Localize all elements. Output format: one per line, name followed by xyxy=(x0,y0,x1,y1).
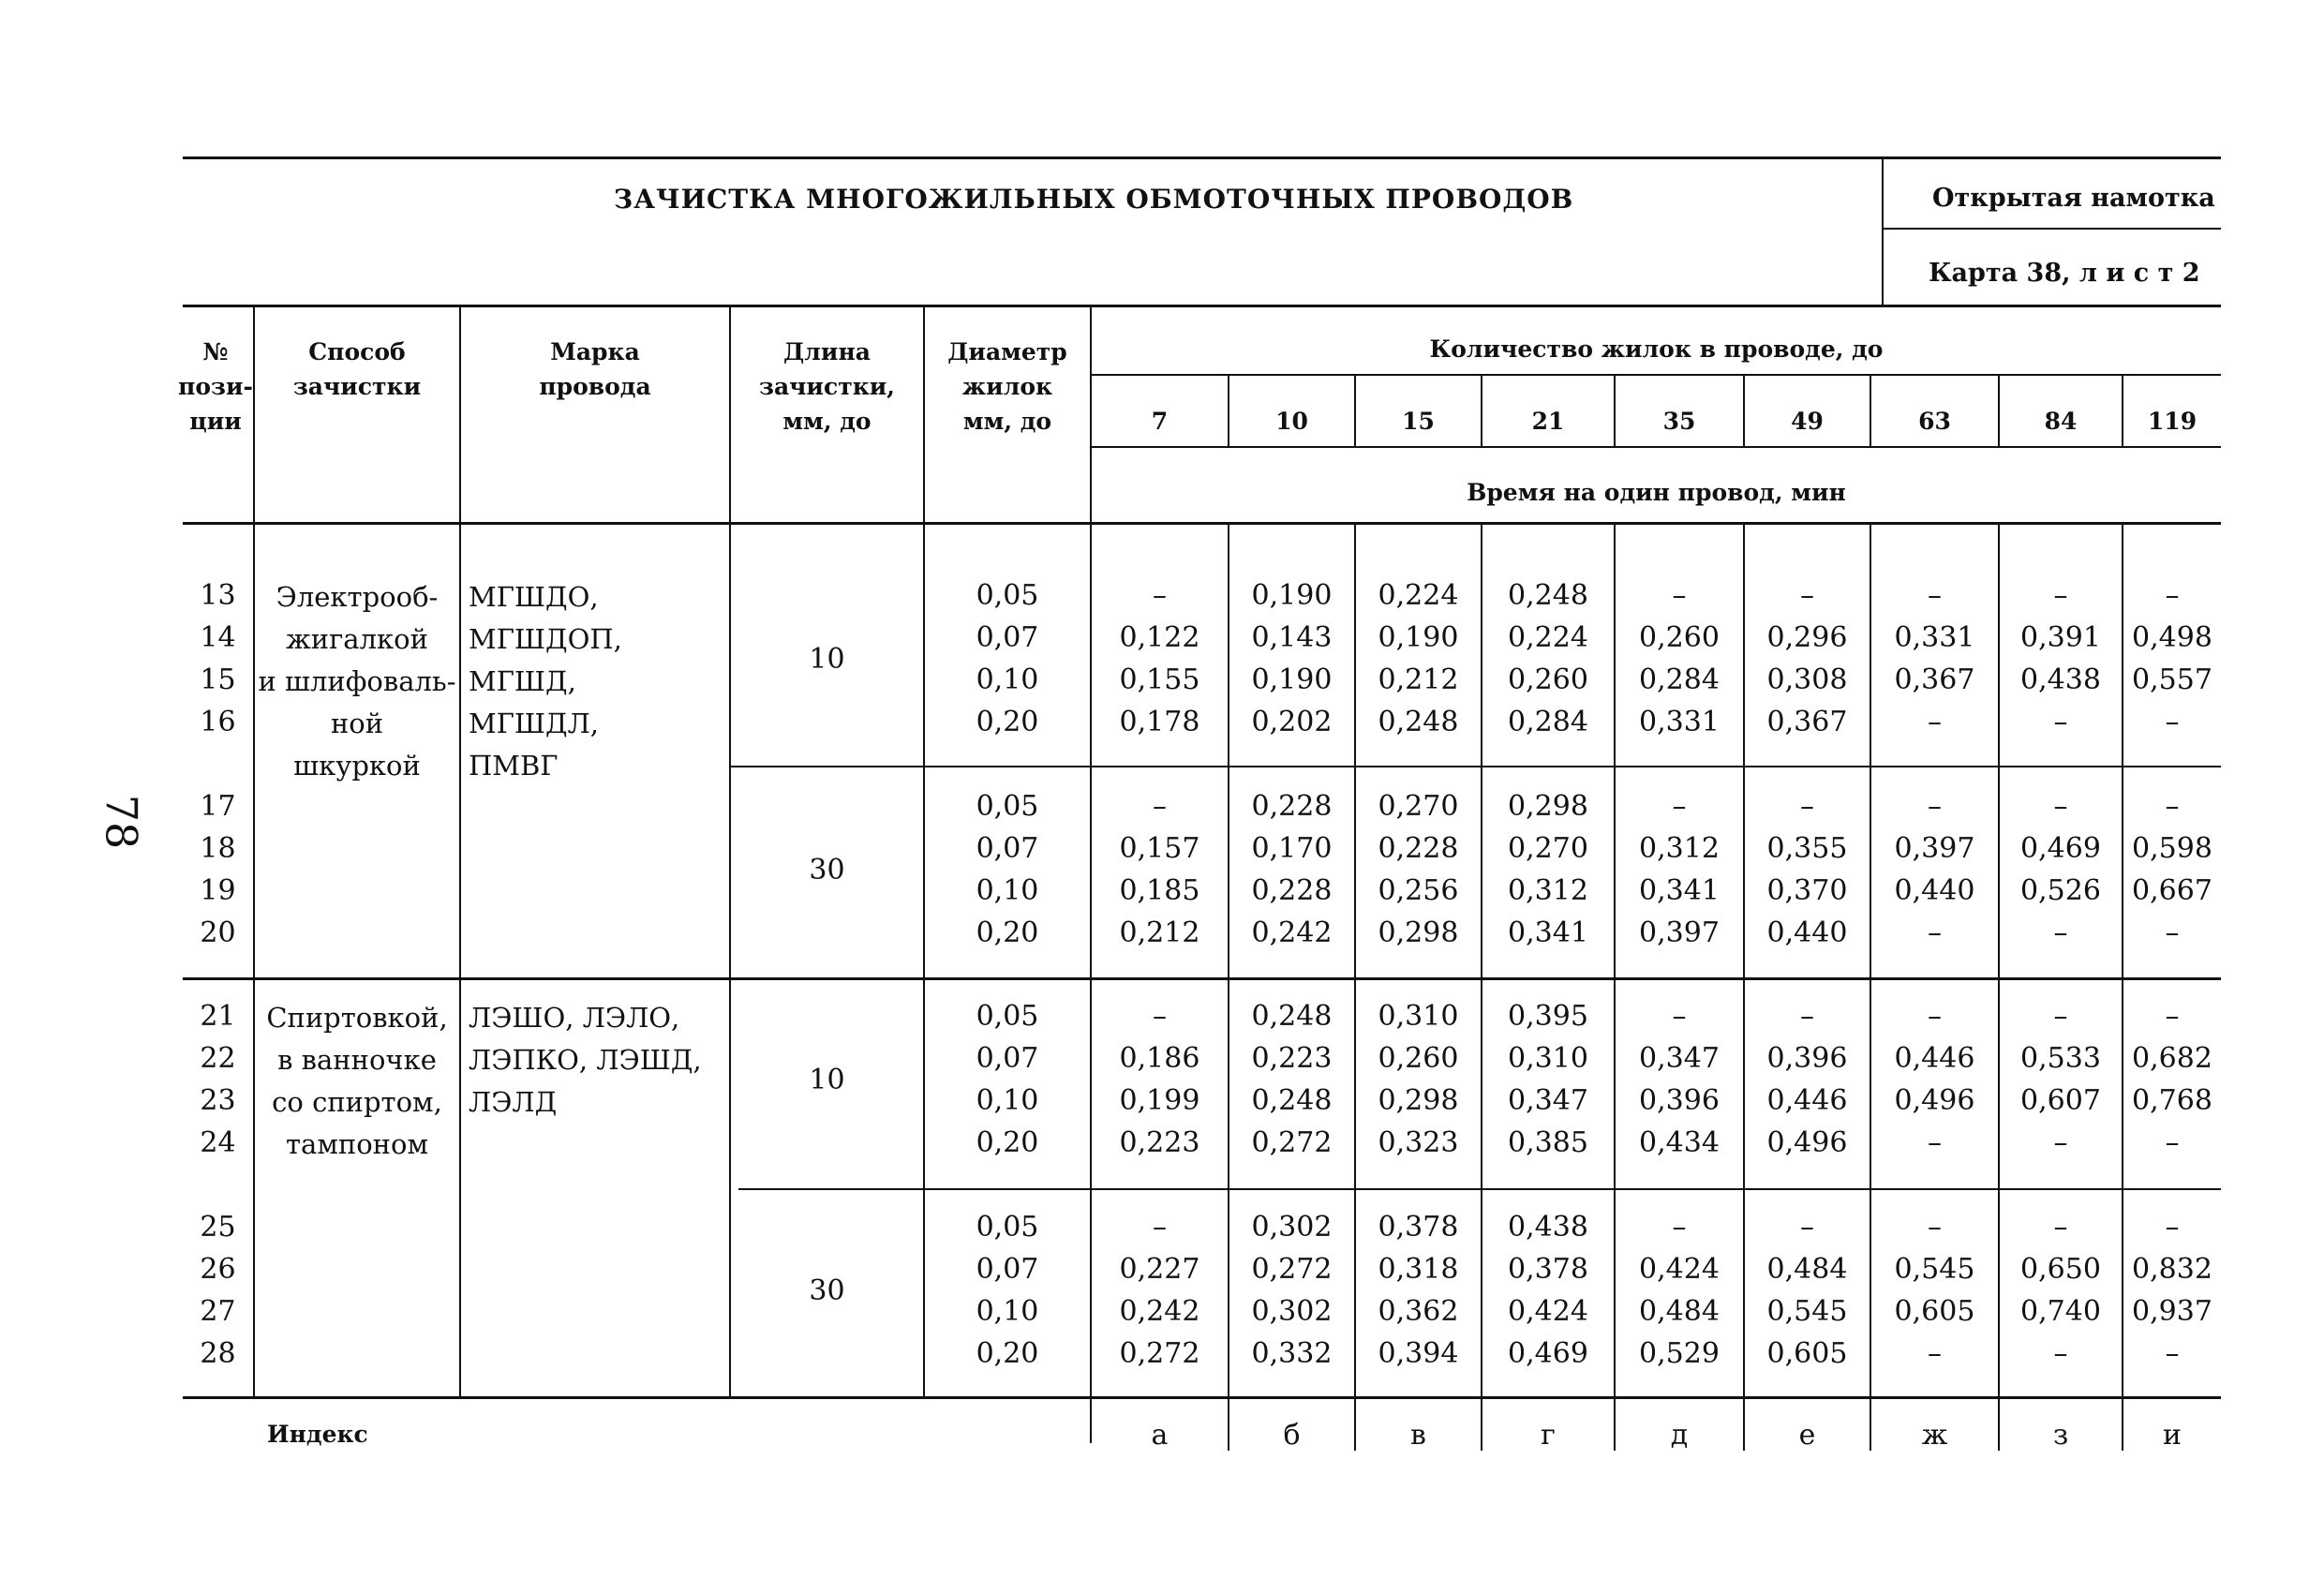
position-number: 22 xyxy=(200,1042,236,1075)
index-letter: ж xyxy=(1921,1419,1948,1452)
position-number: 16 xyxy=(200,706,236,738)
time-value: 0,434 xyxy=(1639,1126,1720,1159)
time-value: 0,212 xyxy=(1119,916,1200,949)
time-value: 0,155 xyxy=(1119,663,1200,696)
time-value: 0,298 xyxy=(1378,916,1459,949)
time-value: – xyxy=(2053,916,2068,949)
time-value: 0,122 xyxy=(1119,621,1200,654)
time-value: 0,256 xyxy=(1378,874,1459,907)
time-value: 0,341 xyxy=(1639,874,1720,907)
time-value: 0,545 xyxy=(1766,1295,1848,1328)
top-rule xyxy=(183,156,2221,159)
time-value: 0,529 xyxy=(1639,1337,1720,1370)
position-number: 25 xyxy=(200,1211,236,1244)
time-value: – xyxy=(1672,1000,1687,1033)
time-value: 0,318 xyxy=(1378,1253,1459,1286)
time-value: 0,496 xyxy=(1766,1126,1848,1159)
time-value: 0,223 xyxy=(1251,1042,1333,1075)
time-value: – xyxy=(2053,579,2068,612)
time-value: 0,178 xyxy=(1119,706,1200,738)
wire-diameter: 0,05 xyxy=(976,790,1039,823)
count-rule xyxy=(1090,374,2221,376)
time-value: 0,212 xyxy=(1378,663,1459,696)
time-value: 0,190 xyxy=(1378,621,1459,654)
time-rule xyxy=(1090,446,2221,448)
time-value: 0,270 xyxy=(1378,790,1459,823)
wire-diameter: 0,10 xyxy=(976,663,1039,696)
time-value: 0,367 xyxy=(1894,663,1975,696)
time-value: 0,170 xyxy=(1251,832,1333,865)
index-label: Индекс xyxy=(267,1421,368,1448)
time-value: 0,260 xyxy=(1508,663,1588,696)
position-number: 19 xyxy=(200,874,236,907)
time-value: – xyxy=(2165,916,2180,949)
time-value: 0,248 xyxy=(1251,1000,1333,1033)
column-divider xyxy=(459,305,461,1398)
time-value: – xyxy=(2053,1126,2068,1159)
time-value: 0,272 xyxy=(1119,1337,1200,1370)
wire-diameter: 0,07 xyxy=(976,1253,1039,1286)
time-value: – xyxy=(2165,1337,2180,1370)
time-value: 0,740 xyxy=(2020,1295,2101,1328)
time-value: 0,185 xyxy=(1119,874,1200,907)
position-number: 27 xyxy=(200,1295,236,1328)
time-value: 0,224 xyxy=(1508,621,1588,654)
time-value: 0,355 xyxy=(1766,832,1848,865)
time-value: 0,260 xyxy=(1378,1042,1459,1075)
wire-diameter: 0,07 xyxy=(976,1042,1039,1075)
time-value: 0,310 xyxy=(1378,1000,1459,1033)
page-title: ЗАЧИСТКА МНОГОЖИЛЬНЫХ ОБМОТОЧНЫХ ПРОВОДОВ xyxy=(614,184,1574,215)
time-value: – xyxy=(1672,790,1687,823)
wire-diameter: 0,05 xyxy=(976,579,1039,612)
time-value: 0,332 xyxy=(1251,1337,1333,1370)
time-value: 0,270 xyxy=(1508,832,1588,865)
body-top-rule xyxy=(183,522,2221,525)
time-value: – xyxy=(2165,1211,2180,1244)
time-value: 0,650 xyxy=(2020,1253,2101,1286)
index-letter: д xyxy=(1670,1419,1689,1452)
time-value: 0,228 xyxy=(1378,832,1459,865)
time-value: 0,362 xyxy=(1378,1295,1459,1328)
time-value: 0,199 xyxy=(1119,1084,1200,1117)
strip-length: 10 xyxy=(809,642,845,676)
time-value: 0,272 xyxy=(1251,1253,1333,1286)
time-value: – xyxy=(1928,706,1942,738)
time-value: – xyxy=(1153,579,1167,612)
position-number: 20 xyxy=(200,916,236,949)
count-column-header: 7 xyxy=(1151,408,1169,435)
time-value: 0,284 xyxy=(1639,663,1720,696)
time-value: 0,526 xyxy=(2020,874,2101,907)
time-value: 0,378 xyxy=(1508,1253,1588,1286)
time-value: 0,298 xyxy=(1508,790,1588,823)
title-card-divider xyxy=(1882,156,1884,306)
position-number: 23 xyxy=(200,1084,236,1117)
wire-diameter: 0,05 xyxy=(976,1211,1039,1244)
count-column-header: 84 xyxy=(2044,408,2078,435)
time-value: – xyxy=(1153,1000,1167,1033)
time-value: 0,323 xyxy=(1378,1126,1459,1159)
position-number: 26 xyxy=(200,1253,236,1286)
time-value: – xyxy=(2053,1337,2068,1370)
time-value: – xyxy=(1928,1211,1942,1244)
time-value: 0,310 xyxy=(1508,1042,1588,1075)
wire-diameter: 0,07 xyxy=(976,832,1039,865)
position-number: 15 xyxy=(200,663,236,696)
time-value: 0,298 xyxy=(1378,1084,1459,1117)
count-column-header: 21 xyxy=(1531,408,1565,435)
card-number: Карта 38, л и с т 2 xyxy=(1929,259,2200,288)
time-value: 0,557 xyxy=(2132,663,2212,696)
strip-length: 30 xyxy=(809,1274,845,1307)
time-value: 0,424 xyxy=(1639,1253,1720,1286)
time-value: 0,341 xyxy=(1508,916,1588,949)
time-value: – xyxy=(1800,790,1814,823)
index-letter: в xyxy=(1410,1419,1426,1452)
time-value: 0,397 xyxy=(1639,916,1720,949)
time-value: – xyxy=(1672,1211,1687,1244)
position-number: 13 xyxy=(200,579,236,612)
time-value: 0,438 xyxy=(1508,1211,1588,1244)
time-value: 0,395 xyxy=(1508,1000,1588,1033)
winding-type: Открытая намотка xyxy=(1932,184,2215,213)
bottom-rule xyxy=(183,1396,2221,1399)
time-value: 0,242 xyxy=(1119,1295,1200,1328)
wire-diameter: 0,07 xyxy=(976,621,1039,654)
time-value: – xyxy=(2165,706,2180,738)
time-value: 0,484 xyxy=(1639,1295,1720,1328)
time-value: 0,598 xyxy=(2132,832,2212,865)
time-value: – xyxy=(1153,790,1167,823)
card-rule xyxy=(1884,228,2221,230)
time-value: 0,296 xyxy=(1766,621,1848,654)
time-value: 0,312 xyxy=(1508,874,1588,907)
time-value: 0,396 xyxy=(1766,1042,1848,1075)
column-divider xyxy=(729,305,731,1398)
time-value: 0,498 xyxy=(2132,621,2212,654)
wire-diameter: 0,10 xyxy=(976,1295,1039,1328)
time-value: 0,367 xyxy=(1766,706,1848,738)
count-column-header: 119 xyxy=(2147,408,2197,435)
time-value: – xyxy=(1672,579,1687,612)
time-value: – xyxy=(1928,1126,1942,1159)
time-value: 0,312 xyxy=(1639,832,1720,865)
time-value: – xyxy=(2053,1000,2068,1033)
wire-diameter: 0,20 xyxy=(976,916,1039,949)
time-value: 0,605 xyxy=(1766,1337,1848,1370)
time-value: 0,242 xyxy=(1251,916,1333,949)
wire-diameter: 0,20 xyxy=(976,1126,1039,1159)
count-column-header: 35 xyxy=(1662,408,1696,435)
time-value: 0,424 xyxy=(1508,1295,1588,1328)
time-value: 0,190 xyxy=(1251,579,1333,612)
count-column-header: 15 xyxy=(1402,408,1435,435)
index-letter: г xyxy=(1541,1419,1556,1452)
time-value: 0,469 xyxy=(2020,832,2101,865)
time-value: 0,227 xyxy=(1119,1253,1200,1286)
time-value: – xyxy=(1928,1337,1942,1370)
time-value: 0,496 xyxy=(1894,1084,1975,1117)
index-letter: и xyxy=(2163,1419,2182,1452)
time-value: 0,157 xyxy=(1119,832,1200,865)
time-value: 0,248 xyxy=(1378,706,1459,738)
time-value: – xyxy=(2165,579,2180,612)
page-number: 78 xyxy=(96,794,147,850)
time-value: – xyxy=(1928,579,1942,612)
time-value: 0,284 xyxy=(1508,706,1588,738)
time-value: 0,397 xyxy=(1894,832,1975,865)
wire-diameter: 0,20 xyxy=(976,706,1039,738)
header-length: Длина зачистки, мм, до xyxy=(758,338,895,435)
time-value: 0,347 xyxy=(1639,1042,1720,1075)
count-column-header: 49 xyxy=(1791,408,1824,435)
index-letter: з xyxy=(2052,1419,2069,1452)
time-value: 0,545 xyxy=(1894,1253,1975,1286)
position-number: 17 xyxy=(200,790,236,823)
time-value: – xyxy=(1928,1000,1942,1033)
time-value: 0,667 xyxy=(2132,874,2212,907)
header-method: Способ зачистки xyxy=(292,338,422,400)
time-value: 0,331 xyxy=(1894,621,1975,654)
position-number: 18 xyxy=(200,832,236,865)
position-number: 28 xyxy=(200,1337,236,1370)
time-value: 0,190 xyxy=(1251,663,1333,696)
time-value: 0,394 xyxy=(1378,1337,1459,1370)
method-group-2: Спиртовкой, в ванночке со спиртом, тампоном xyxy=(266,1002,448,1160)
time-value: 0,440 xyxy=(1894,874,1975,907)
time-value: 0,331 xyxy=(1639,706,1720,738)
time-value: 0,605 xyxy=(1894,1295,1975,1328)
time-value: – xyxy=(2053,790,2068,823)
header-time: Время на один провод, мин xyxy=(1467,479,1846,506)
time-value: 0,224 xyxy=(1378,579,1459,612)
time-value: 0,223 xyxy=(1119,1126,1200,1159)
time-value: 0,937 xyxy=(2132,1295,2212,1328)
time-value: – xyxy=(1800,1211,1814,1244)
position-number: 14 xyxy=(200,621,236,654)
time-value: 0,607 xyxy=(2020,1084,2101,1117)
wire-diameter: 0,05 xyxy=(976,1000,1039,1033)
time-value: – xyxy=(1800,1000,1814,1033)
index-letter: а xyxy=(1151,1419,1169,1452)
time-value: – xyxy=(2053,706,2068,738)
group-rule xyxy=(183,977,2221,980)
time-value: 0,302 xyxy=(1251,1295,1333,1328)
count-column-header: 10 xyxy=(1275,408,1308,435)
time-value: 0,260 xyxy=(1639,621,1720,654)
time-value: – xyxy=(1800,579,1814,612)
time-value: 0,446 xyxy=(1894,1042,1975,1075)
time-value: 0,272 xyxy=(1251,1126,1333,1159)
time-value: 0,248 xyxy=(1251,1084,1333,1117)
strip-length: 30 xyxy=(809,853,845,886)
time-value: 0,469 xyxy=(1508,1337,1588,1370)
time-value: – xyxy=(1928,916,1942,949)
time-value: 0,378 xyxy=(1378,1211,1459,1244)
time-value: 0,370 xyxy=(1766,874,1848,907)
header-top-rule xyxy=(183,305,2221,307)
time-value: – xyxy=(1153,1211,1167,1244)
wire-mark-group-1: МГШДО, МГШДОП, МГШД, МГШДЛ, ПМВГ xyxy=(469,581,622,782)
time-value: 0,302 xyxy=(1251,1211,1333,1244)
time-value: 0,308 xyxy=(1766,663,1848,696)
wire-diameter: 0,10 xyxy=(976,1084,1039,1117)
position-number: 24 xyxy=(200,1126,236,1159)
index-letter: б xyxy=(1283,1419,1301,1452)
time-value: 0,202 xyxy=(1251,706,1333,738)
time-value: 0,391 xyxy=(2020,621,2101,654)
header-count: Количество жилок в проводе, до xyxy=(1429,335,1884,363)
time-value: 0,228 xyxy=(1251,790,1333,823)
time-value: 0,396 xyxy=(1639,1084,1720,1117)
time-value: 0,385 xyxy=(1508,1126,1588,1159)
header-mark: Марка провода xyxy=(539,338,651,400)
time-value: 0,186 xyxy=(1119,1042,1200,1075)
wire-diameter: 0,20 xyxy=(976,1337,1039,1370)
time-value: 0,682 xyxy=(2132,1042,2212,1075)
time-value: – xyxy=(1928,790,1942,823)
method-group-1: Электрооб- жигалкой и шлифоваль- ной шкуркой xyxy=(258,581,456,782)
time-value: 0,484 xyxy=(1766,1253,1848,1286)
time-value: 0,446 xyxy=(1766,1084,1848,1117)
wire-mark-group-2: ЛЭШО, ЛЭЛО, ЛЭПКО, ЛЭШД, ЛЭЛД xyxy=(469,1002,702,1118)
time-value: – xyxy=(2165,1126,2180,1159)
strip-length: 10 xyxy=(809,1063,845,1096)
time-value: 0,832 xyxy=(2132,1253,2212,1286)
time-value: 0,228 xyxy=(1251,874,1333,907)
column-divider xyxy=(253,305,255,1398)
time-value: 0,440 xyxy=(1766,916,1848,949)
time-value: – xyxy=(2165,790,2180,823)
index-letter: е xyxy=(1798,1419,1816,1452)
wire-diameter: 0,10 xyxy=(976,874,1039,907)
time-value: 0,143 xyxy=(1251,621,1333,654)
time-value: 0,438 xyxy=(2020,663,2101,696)
time-value: 0,347 xyxy=(1508,1084,1588,1117)
header-position: № пози- ции xyxy=(178,338,253,435)
position-number: 21 xyxy=(200,1000,236,1033)
count-column-header: 63 xyxy=(1918,408,1951,435)
header-diameter: Диаметр жилок мм, до xyxy=(947,338,1067,435)
time-value: – xyxy=(2165,1000,2180,1033)
time-value: – xyxy=(2053,1211,2068,1244)
time-value: 0,533 xyxy=(2020,1042,2101,1075)
time-value: 0,248 xyxy=(1508,579,1588,612)
time-value: 0,768 xyxy=(2132,1084,2212,1117)
